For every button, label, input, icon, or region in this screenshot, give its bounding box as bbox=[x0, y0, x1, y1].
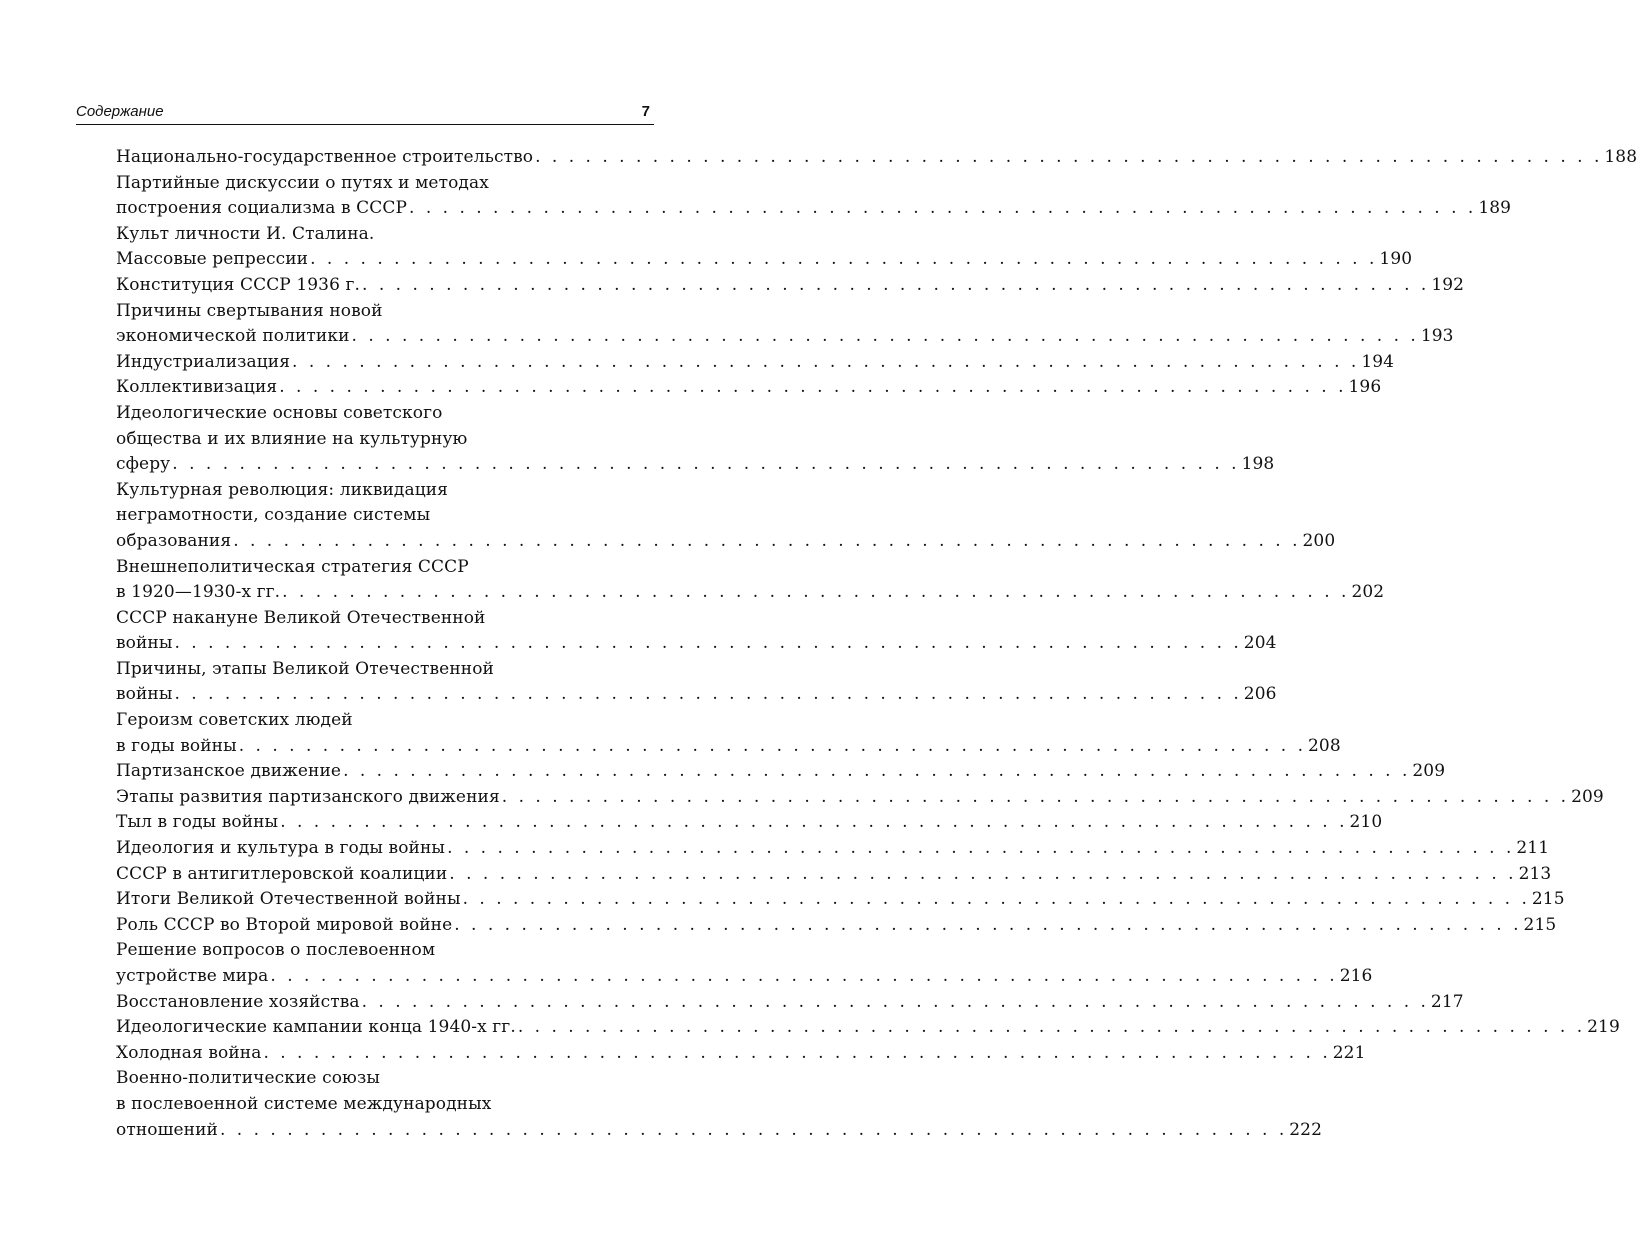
toc-entry-last-line bbox=[116, 452, 1275, 478]
toc-entry[interactable] bbox=[116, 938, 1373, 989]
dot-leader: . . . . . . . . . . . . . . . . . . . . . . . . . . . . . . . . . . . . . . . . . . . . . . . . . . . . . . . . . . . . . . . . bbox=[310, 249, 1378, 270]
table-of-contents bbox=[116, 145, 1637, 1143]
toc-entry[interactable] bbox=[116, 555, 1385, 606]
toc-page-number: 198 bbox=[1241, 454, 1275, 475]
toc-entry-line bbox=[116, 222, 656, 248]
toc-entry-last-line bbox=[116, 810, 1383, 836]
toc-entry-line bbox=[116, 401, 656, 427]
toc-entry-last-line bbox=[116, 247, 1413, 273]
toc-entry-line bbox=[116, 478, 656, 504]
toc-page-number: 209 bbox=[1571, 786, 1604, 807]
toc-page-number: 215 bbox=[1523, 914, 1557, 935]
toc-entry-last-line bbox=[116, 734, 1341, 760]
dot-leader: . . . . . . . . . . . . . . . . . . . . . . . . . . . . . . . . . . . . . . . . . . . . . . . . . . . . . . . . . . . . . . . . bbox=[454, 914, 1522, 935]
toc-entry-title: Военно-политические союзы bbox=[116, 1068, 380, 1089]
toc-page-number: 216 bbox=[1339, 966, 1373, 986]
toc-entry[interactable] bbox=[116, 836, 1550, 862]
toc-entry[interactable] bbox=[116, 810, 1383, 836]
toc-entry-line bbox=[116, 1066, 656, 1092]
toc-entry-title: Индустриализация bbox=[116, 351, 291, 372]
toc-entry-line bbox=[116, 555, 656, 581]
toc-page-number: 209 bbox=[1412, 761, 1446, 782]
toc-entry-last-line bbox=[116, 1041, 1366, 1067]
toc-entry-last-line bbox=[116, 145, 1637, 171]
dot-leader: . . . . . . . . . . . . . . . . . . . . . . . . . . . . . . . . . . . . . . . . . . . . . . . . . . . . . . . . . . . . . . . . bbox=[343, 761, 1411, 782]
toc-entry-last-line bbox=[116, 529, 1336, 555]
toc-entry-title: Идеологические кампании конца 1940-х гг. bbox=[116, 1017, 516, 1038]
dot-leader: . . . . . . . . . . . . . . . . . . . . . . . . . . . . . . . . . . . . . . . . . . . . . . . . . . . . . . . . . . . . . . . . bbox=[447, 838, 1515, 859]
toc-entry-title: Этапы развития партизанского движения bbox=[116, 786, 500, 807]
toc-entry[interactable] bbox=[116, 913, 1557, 939]
toc-entry-title: Решение вопросов о послевоенном bbox=[116, 940, 436, 961]
toc-entry-title: Культурная революция: ликвидация bbox=[116, 479, 449, 500]
toc-entry-last-line bbox=[116, 273, 1465, 299]
toc-page-number: 206 bbox=[1243, 684, 1277, 705]
toc-entry-title: Коллективизация bbox=[116, 377, 278, 398]
toc-entry-last-line bbox=[116, 324, 1454, 350]
toc-entry[interactable] bbox=[116, 1066, 1323, 1143]
toc-entry-last-line bbox=[116, 964, 1373, 990]
toc-entry-title: Национально-государственное строительство bbox=[116, 147, 534, 167]
toc-page-number: 208 bbox=[1308, 735, 1341, 756]
toc-entry-title: в послевоенной системе международных bbox=[116, 1093, 492, 1114]
dot-leader: . . . . . . . . . . . . . . . . . . . . . . . . . . . . . . . . . . . . . . . . . . . . . . . . . . . . . . . . . . . . . . . . bbox=[263, 1042, 1331, 1063]
toc-entry[interactable] bbox=[116, 708, 1341, 759]
toc-entry-title: Причины свертывания новой bbox=[116, 300, 383, 321]
dot-leader: . . . . . . . . . . . . . . . . . . . . . . . . . . . . . . . . . . . . . . . . . . . . . . . . . . . . . . . . . . . . . . . . bbox=[449, 863, 1517, 884]
toc-page-number: 219 bbox=[1587, 1017, 1620, 1038]
toc-entry[interactable] bbox=[116, 145, 1637, 171]
toc-page-number: 202 bbox=[1351, 582, 1385, 603]
running-header bbox=[76, 100, 654, 125]
toc-entry-last-line bbox=[116, 196, 1512, 222]
dot-leader: . . . . . . . . . . . . . . . . . . . . . . . . . . . . . . . . . . . . . . . . . . . . . . . . . . . . . . . . . . . . . . . . bbox=[280, 812, 1348, 833]
toc-entry-line bbox=[116, 299, 656, 325]
toc-page-number: 189 bbox=[1478, 198, 1512, 219]
toc-entry[interactable] bbox=[116, 606, 1277, 657]
dot-leader: . . . . . . . . . . . . . . . . . . . . . . . . . . . . . . . . . . . . . . . . . . . . . . . . . . . . . . . . . . . . . . . . bbox=[351, 326, 1419, 347]
toc-entry-title: отношений bbox=[116, 1119, 218, 1140]
toc-page-number: 188 bbox=[1604, 147, 1637, 167]
toc-entry-line bbox=[116, 606, 656, 632]
toc-entry-line bbox=[116, 427, 656, 453]
dot-leader: . . . . . . . . . . . . . . . . . . . . . . . . . . . . . . . . . . . . . . . . . . . . . . . . . . . . . . . . . . . . . . . . bbox=[233, 530, 1301, 551]
toc-entry-line bbox=[116, 657, 656, 683]
toc-entry-title: устройстве мира bbox=[116, 966, 269, 986]
toc-entry-line bbox=[116, 708, 656, 734]
toc-entry-title: образования bbox=[116, 530, 232, 551]
toc-entry-line bbox=[116, 1092, 656, 1118]
toc-entry-last-line bbox=[116, 1015, 1620, 1041]
toc-page-number: 190 bbox=[1379, 249, 1413, 270]
toc-page-number: 204 bbox=[1243, 633, 1277, 654]
toc-entry-title: Героизм советских людей bbox=[116, 710, 353, 731]
toc-entry-title: Внешнеполитическая стратегия СССР bbox=[116, 556, 469, 577]
toc-entry-last-line bbox=[116, 350, 1395, 376]
toc-page-number: 213 bbox=[1518, 863, 1552, 884]
toc-page-number: 193 bbox=[1420, 326, 1454, 347]
toc-entry[interactable] bbox=[116, 350, 1395, 376]
dot-leader: . . . . . . . . . . . . . . . . . . . . . . . . . . . . . . . . . . . . . . . . . . . . . . . . . . . . . . . . . . . . . . . . bbox=[282, 582, 1350, 603]
toc-entry-title: экономической политики bbox=[116, 326, 350, 347]
toc-entry-title: СССР в антигитлеровской коалиции bbox=[116, 863, 448, 884]
toc-entry-title: Холодная война bbox=[116, 1042, 262, 1063]
toc-entry-title: Культ личности И. Сталина. bbox=[116, 223, 375, 244]
dot-leader: . . . . . . . . . . . . . . . . . . . . . . . . . . . . . . . . . . . . . . . . . . . . . . . . . . . . . . . . . . . . . . . . bbox=[361, 991, 1429, 1012]
toc-entry-title: в 1920—1930-х гг. bbox=[116, 582, 281, 603]
dot-leader: . . . . . . . . . . . . . . . . . . . . . . . . . . . . . . . . . . . . . . . . . . . . . . . . . . . . . . . . . . . . . . . . bbox=[174, 633, 1242, 654]
toc-page-number: 194 bbox=[1361, 351, 1395, 372]
toc-entry-last-line bbox=[116, 375, 1382, 401]
toc-entry-title: Партизанское движение bbox=[116, 761, 342, 782]
toc-entry-title: Идеологические основы советского bbox=[116, 402, 443, 423]
toc-page-number: 210 bbox=[1349, 812, 1383, 833]
toc-entry[interactable] bbox=[116, 299, 1454, 350]
toc-entry-line bbox=[116, 938, 656, 964]
toc-page-number: 217 bbox=[1430, 991, 1464, 1012]
toc-page-number: 211 bbox=[1516, 838, 1550, 859]
dot-leader: . . . . . . . . . . . . . . . . . . . . . . . . . . . . . . . . . . . . . . . . . . . . . . . . . . . . . . . . . . . . . . . . bbox=[238, 735, 1307, 756]
toc-entry-last-line bbox=[116, 1118, 1323, 1144]
dot-leader: . . . . . . . . . . . . . . . . . . . . . . . . . . . . . . . . . . . . . . . . . . . . . . . . . . . . . . . . . . . . . . . . bbox=[172, 454, 1240, 475]
toc-entry-title: неграмотности, создание системы bbox=[116, 505, 431, 526]
dot-leader: . . . . . . . . . . . . . . . . . . . . . . . . . . . . . . . . . . . . . . . . . . . . . . . . . . . . . . . . . . . . . . . . bbox=[517, 1017, 1586, 1038]
toc-entry-title: построения социализма в СССР bbox=[116, 198, 408, 219]
dot-leader: . . . . . . . . . . . . . . . . . . . . . . . . . . . . . . . . . . . . . . . . . . . . . . . . . . . . . . . . . . . . . . . . bbox=[362, 274, 1430, 295]
toc-page-number: 222 bbox=[1289, 1119, 1323, 1140]
toc-entry-title: Массовые репрессии bbox=[116, 249, 309, 270]
toc-entry[interactable] bbox=[116, 171, 1512, 222]
toc-entry-title: Конституция СССР 1936 г. bbox=[116, 274, 361, 295]
toc-entry-line bbox=[116, 503, 656, 529]
dot-leader: . . . . . . . . . . . . . . . . . . . . . . . . . . . . . . . . . . . . . . . . . . . . . . . . . . . . . . . . . . . . . . . . bbox=[462, 889, 1530, 910]
toc-entry[interactable] bbox=[116, 401, 1275, 478]
toc-entry[interactable] bbox=[116, 657, 1277, 708]
toc-entry[interactable] bbox=[116, 478, 1336, 555]
toc-entry[interactable] bbox=[116, 862, 1552, 888]
toc-entry-title: Идеология и культура в годы войны bbox=[116, 838, 446, 859]
toc-entry-title: сферу bbox=[116, 454, 171, 475]
toc-entry[interactable] bbox=[116, 759, 1446, 785]
toc-page-number: 221 bbox=[1332, 1042, 1366, 1063]
toc-entry[interactable] bbox=[116, 990, 1464, 1016]
toc-entry-last-line bbox=[116, 913, 1557, 939]
toc-entry-line bbox=[116, 171, 656, 197]
toc-entry-last-line bbox=[116, 887, 1565, 913]
toc-entry[interactable] bbox=[116, 375, 1382, 401]
toc-entry-last-line bbox=[116, 580, 1385, 606]
dot-leader: . . . . . . . . . . . . . . . . . . . . . . . . . . . . . . . . . . . . . . . . . . . . . . . . . . . . . . . . . . . . . . . . bbox=[279, 377, 1347, 398]
toc-entry-last-line bbox=[116, 990, 1464, 1016]
toc-entry[interactable] bbox=[116, 887, 1565, 913]
toc-entry-last-line bbox=[116, 836, 1550, 862]
toc-entry-title: в годы войны bbox=[116, 735, 237, 756]
toc-entry-last-line bbox=[116, 759, 1446, 785]
toc-entry[interactable] bbox=[116, 273, 1465, 299]
toc-entry-title: Партийные дискуссии о путях и методах bbox=[116, 172, 489, 193]
toc-entry[interactable] bbox=[116, 222, 1413, 273]
toc-entry-title: Тыл в годы войны bbox=[116, 812, 279, 833]
toc-entry-title: СССР накануне Великой Отечественной bbox=[116, 607, 486, 628]
toc-page-number: 196 bbox=[1348, 377, 1382, 398]
toc-page-number: 215 bbox=[1531, 889, 1565, 910]
toc-entry-last-line bbox=[116, 682, 1277, 708]
toc-entry-title: войны bbox=[116, 684, 173, 705]
toc-entry[interactable] bbox=[116, 785, 1604, 811]
running-header-title: Содержание bbox=[76, 103, 164, 120]
dot-leader: . . . . . . . . . . . . . . . . . . . . . . . . . . . . . . . . . . . . . . . . . . . . . . . . . . . . . . . . . . . . . . . . bbox=[219, 1119, 1288, 1140]
dot-leader: . . . . . . . . . . . . . . . . . . . . . . . . . . . . . . . . . . . . . . . . . . . . . . . . . . . . . . . . . . . . . . . . bbox=[292, 351, 1360, 372]
toc-entry-title: общества и их влияние на культурную bbox=[116, 428, 468, 449]
dot-leader: . . . . . . . . . . . . . . . . . . . . . . . . . . . . . . . . . . . . . . . . . . . . . . . . . . . . . . . . . . . . . . . . bbox=[409, 198, 1477, 219]
toc-page-number: 200 bbox=[1302, 530, 1336, 551]
toc-entry-last-line bbox=[116, 785, 1604, 811]
dot-leader: . . . . . . . . . . . . . . . . . . . . . . . . . . . . . . . . . . . . . . . . . . . . . . . . . . . . . . . . . . . . . . . . bbox=[535, 147, 1603, 167]
toc-entry-last-line bbox=[116, 631, 1277, 657]
toc-entry-title: войны bbox=[116, 633, 173, 654]
toc-entry[interactable] bbox=[116, 1041, 1366, 1067]
toc-entry-last-line bbox=[116, 862, 1552, 888]
page-number: 7 bbox=[641, 103, 650, 120]
dot-leader: . . . . . . . . . . . . . . . . . . . . . . . . . . . . . . . . . . . . . . . . . . . . . . . . . . . . . . . . . . . . . . . . bbox=[270, 966, 1338, 986]
dot-leader: . . . . . . . . . . . . . . . . . . . . . . . . . . . . . . . . . . . . . . . . . . . . . . . . . . . . . . . . . . . . . . . . bbox=[174, 684, 1242, 705]
toc-entry-title: Итоги Великой Отечественной войны bbox=[116, 889, 461, 910]
toc-entry-title: Причины, этапы Великой Отечественной bbox=[116, 658, 494, 679]
toc-entry-title: Восстановление хозяйства bbox=[116, 991, 360, 1012]
toc-entry[interactable] bbox=[116, 1015, 1620, 1041]
toc-entry-title: Роль СССР во Второй мировой войне bbox=[116, 914, 453, 935]
dot-leader: . . . . . . . . . . . . . . . . . . . . . . . . . . . . . . . . . . . . . . . . . . . . . . . . . . . . . . . . . . . . . . . . bbox=[501, 786, 1570, 807]
toc-page-number: 192 bbox=[1431, 274, 1465, 295]
